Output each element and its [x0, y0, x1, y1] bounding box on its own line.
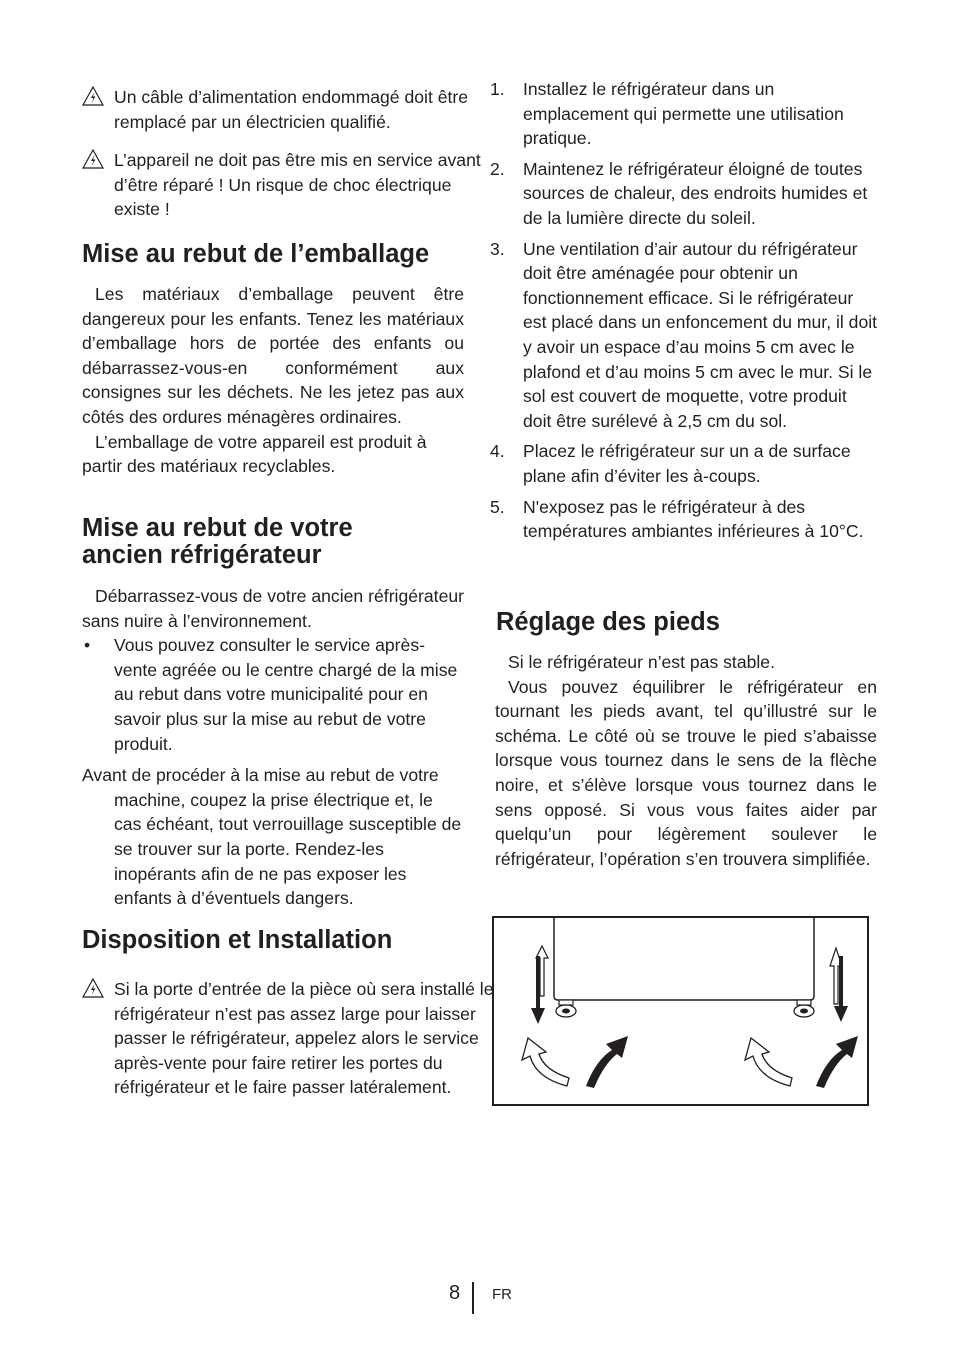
warning-triangle-icon [82, 86, 104, 106]
warning-repair [82, 148, 496, 222]
step-number: 5. [490, 496, 505, 517]
packaging-section [82, 282, 464, 479]
step-number: 4. [490, 441, 505, 462]
warning-triangle-icon [82, 149, 104, 169]
language-code: FR [492, 1286, 512, 1303]
step-number: 3. [490, 238, 505, 259]
diagram-drawing [494, 918, 867, 1104]
list-item [490, 495, 878, 544]
fridge-body [554, 918, 814, 1000]
list-item [490, 157, 878, 231]
feet-section [495, 650, 877, 871]
list-item [490, 77, 878, 151]
step-text: N'exposez pas le réfrigérateur à des températures ambiantes inférieures à 10°C. [523, 496, 864, 542]
step-text: Maintenez le réfrigérateur éloigné de toutes sources de chaleur, des endroits humides et de la lumière directe du soleil. [523, 158, 868, 228]
old-fridge-note: Avant de procéder à la mise au rebut de votre machine, coupez la prise électrique et, le cas échéant, tout verrouillage susceptible de se trouver sur la porte. Rendez-les inopérants afin de ne pas exposer les enfants à d’éventuels dangers. [82, 765, 462, 909]
bullet-text: Vous pouvez consulter le service après-vente agréée ou le centre chargé de la mise au rebut dans votre municipalité pour en savoir plus sur la mise au rebut de votre produit. [114, 635, 458, 754]
warning-text: Un câble d’alimentation endommagé doit être remplacé par un électricien qualifié. [114, 87, 469, 132]
warning-triangle-icon [82, 978, 104, 998]
heading-packaging: Mise au rebut de l’emballage [82, 240, 430, 268]
rotate-outline-arrow-icon [745, 1038, 792, 1086]
page-number: 8 [449, 1282, 461, 1304]
warning-text: L’appareil ne doit pas être mis en service avant d’être réparé ! Un risque de choc électrique existe ! [114, 150, 481, 220]
heading-line: ancien réfrigérateur [82, 541, 322, 569]
warning-power-cable [82, 85, 496, 134]
old-fridge-intro: Débarrassez-vous de votre ancien réfrigérateur sans nuire à l’environnement. [82, 586, 464, 631]
rotate-black-arrow-icon [816, 1036, 858, 1088]
heading-old-fridge [82, 515, 464, 569]
warning-door-width [82, 977, 496, 1100]
step-number: 1. [490, 79, 505, 99]
footer-divider [472, 1282, 474, 1314]
warning-text: Si la porte d’entrée de la pièce où sera installé le réfrigérateur n’est pas assez large pour laisser passer le réfrigérateur, appelez alors le service après-vente pour faire retirer les portes du réfrigérateur et le faire passer latéralement. [114, 979, 494, 1098]
left-foot [556, 1000, 576, 1017]
list-item [490, 237, 878, 434]
bullet-marker: • [84, 635, 91, 656]
installation-steps [490, 77, 878, 544]
step-text: Une ventilation d’air autour du réfrigérateur doit être aménagée pour obtenir un fonctionnement efficace. Si le réfrigérateur est placé dans un enfoncement du mur, il doit y avoir un espace d’au moins 5 cm avec le plafond et d’au moins 5 cm avec le mur. Si le sol est couvert de moquette, votre produit doit être surélevé à 2,5 cm du sol. [523, 238, 878, 431]
heading-installation: Disposition et Installation [82, 926, 393, 954]
feet-paragraph-1: Si le réfrigérateur n’est pas stable. [508, 652, 775, 672]
step-text: Installez le réfrigérateur dans un emplacement qui permette une utilisation pratique. [523, 79, 844, 149]
feet-paragraph-2: Vous pouvez équilibrer le réfrigérateur en tournant les pieds avant, tel qu’illustré sur le schéma. Le côté où se trouve le pied s’abaisse lorsque vous tournez dans le sens de la flèche noire, et s’élève lorsque vous tournez dans le sens opposé. Si vous vous faites aider par quelqu’un pour légèrement soulever le réfrigérateur, l’opération s’en trouvera simplifiée. [495, 676, 877, 869]
step-text: Placez le réfrigérateur sur un a de surface plane afin d’éviter les à-coups. [523, 441, 851, 486]
packaging-paragraph-1: Les matériaux d’emballage peuvent être dangereux pour les enfants. Tenez les matériaux d’emballage hors de portée des enfants ou débarrassez-vous-en conformément aux consignes sur les déchets. Ne les jetez pas aux côtés des ordures ménagères ordinaires. [82, 284, 464, 427]
rotate-outline-arrow-icon [522, 1038, 569, 1086]
heading-line: Mise au rebut de votre [82, 514, 353, 542]
packaging-paragraph-2: L’emballage de votre appareil est produit à partir des matériaux recyclables. [82, 431, 427, 477]
heading-feet-adjustment: Réglage des pieds [496, 608, 720, 636]
list-item [82, 633, 464, 756]
list-item [490, 439, 878, 488]
old-fridge-section [82, 584, 464, 911]
step-number: 2. [490, 158, 505, 179]
right-foot [794, 1000, 814, 1017]
rotate-black-arrow-icon [586, 1036, 628, 1088]
feet-adjustment-diagram [492, 916, 869, 1106]
